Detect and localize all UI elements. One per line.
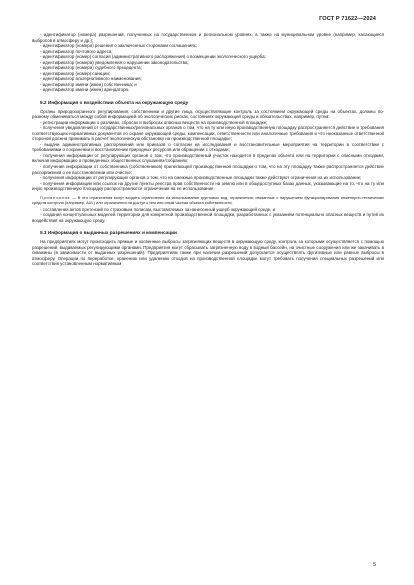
list-item: - получения уведомлений от государственных/региональных органов о том, что на ту или иную производственную площадку распространяется действие и требования соответствующих нормативных документов по охране окружающей среды, компенсации, ответственности или аналогичные требования и что неоказанные ответственной стороной должна принимать в расчет экологическую обстановку на производственной площадке; bbox=[32, 125, 384, 142]
page-content bbox=[32, 32, 384, 267]
list-item: - регистрации информации о разливах, сбросах и выбросах опасных веществ на производственной площадке; bbox=[40, 119, 268, 125]
page-number: 5 bbox=[373, 562, 376, 568]
list-item: - идентификатор альтернативного наименования; bbox=[40, 76, 142, 82]
list-item: - идентификатор (номера) уведомления о нарушении законодательства; bbox=[40, 59, 189, 65]
note-text: — В эти ограничения могут входить ограничения на использование грунтовых вод, ограничения, связанные с нарушением функционирования инженерно-технических средств контроля (например, AUL) или ограничения на доступ к тем или иным частям объекта собственности; bbox=[32, 194, 384, 205]
list-item: - идентификатор (номер) согласия (административного распоряжения) о возмещении экологического ущерба; bbox=[40, 54, 266, 60]
note-label: Примечание bbox=[40, 194, 71, 200]
list-item: - идентификатор (номера) решения о заключенных сторонами соглашениях; bbox=[40, 43, 198, 49]
list-item: - идентификатор имени (имен) собственника; и bbox=[40, 81, 137, 87]
list-item: - создания концептуальных моделей территории для конкретной производственной площадки, разработанных с указанием потенциально опасных веществ и путей их воздействия на окружающую среду. bbox=[32, 212, 384, 223]
list-item: - составления актов претензий по страховым полисам, выставляемых за нанесенный ущерб окружающей среде, и bbox=[40, 206, 276, 212]
list-item: - идентификатор имени (имен) арендатора. bbox=[40, 87, 130, 93]
list-item: - получения информации от собственника (собственников) прилегающей производственной площадки о том, что на эту площадку также распространяется действие распоряжения о ее восстановлении или очистке; bbox=[32, 164, 384, 175]
list-item: - идентификатор (номера) судебного прецедента; bbox=[40, 65, 142, 71]
list-item: - идентификатор (номер) санкции; bbox=[40, 70, 111, 76]
list-item: - идентификатор почтового адреса; bbox=[40, 48, 113, 54]
section-heading-5-2: 5.2 Информация о воздействии объекта на окружающую среду bbox=[40, 100, 189, 106]
paragraph: На предприятиях могут происходить прямые и косвенные выбросы загрязняющих веществ в окружающую среду, контроль за которыми осуществляется с помощью разрешений, выдаваемых регулирующими органами. Предприятия могут сбрасывать загрязненную воду в водный бассейн, на очистные сооружения или же закачивать в скважины (в зависимости от выданных разрешений). Предприятиям также при наличии разрешений допускается осуществлять фугитивные или равные выбросы в атмосферу. Операции по переработке, хранению или удалению отходов на производственной площадке могут требовать получения специальных разрешений или соответствия установленным нормативным bbox=[32, 238, 384, 267]
paragraph: Органы природоохранного регулирования, собственники и другие лица, осуществляющие контроль за состоянием окружающей среды на объектах, должны по-разному обмениваться между собой информацией об экологических рисках, состояниях окружающей среды и обязательствах, например, путем: bbox=[32, 108, 384, 120]
note bbox=[32, 195, 384, 205]
list-item: - идентификатор (номера) разрешений, полученных на государственном и региональном уровнях, а также на муниципальном уровне (например, касающиеся выбросов в атмосферу и др.); bbox=[32, 32, 384, 43]
section-heading-5-3: 5.3 Информация о выданных разрешениях и компенсации bbox=[40, 230, 177, 236]
intro-list bbox=[32, 32, 384, 93]
list-item: - выдачи административных распоряжений или приказов о согласии на исследования и восстановительные мероприятия на территории в соответствии с требованиями о сохранении и восстановлении природных ресурсов или обращении с отходами; bbox=[32, 141, 384, 153]
list-item: - получения информации от регулирующих органов о том, что производственный участок находится в пределах объекта или на территории с опасными отходами, включая информацию о проведенных общественных слушаниях/собраниях; bbox=[32, 152, 384, 164]
standard-code: ГОСТ Р 71622—2024 bbox=[319, 16, 376, 22]
list-item: - получения информации от регулирующих органов о том, что на смежные производственные площадки также действуют ограничения на их использование; bbox=[40, 175, 362, 181]
list-item: - получения информации или ссылок на другие пункты реестра прав собственности на землю или в общедоступных базах данных, указывающие на то, что на ту или иную производственную площадку распространяются ограничения на ее использование. bbox=[32, 180, 384, 192]
